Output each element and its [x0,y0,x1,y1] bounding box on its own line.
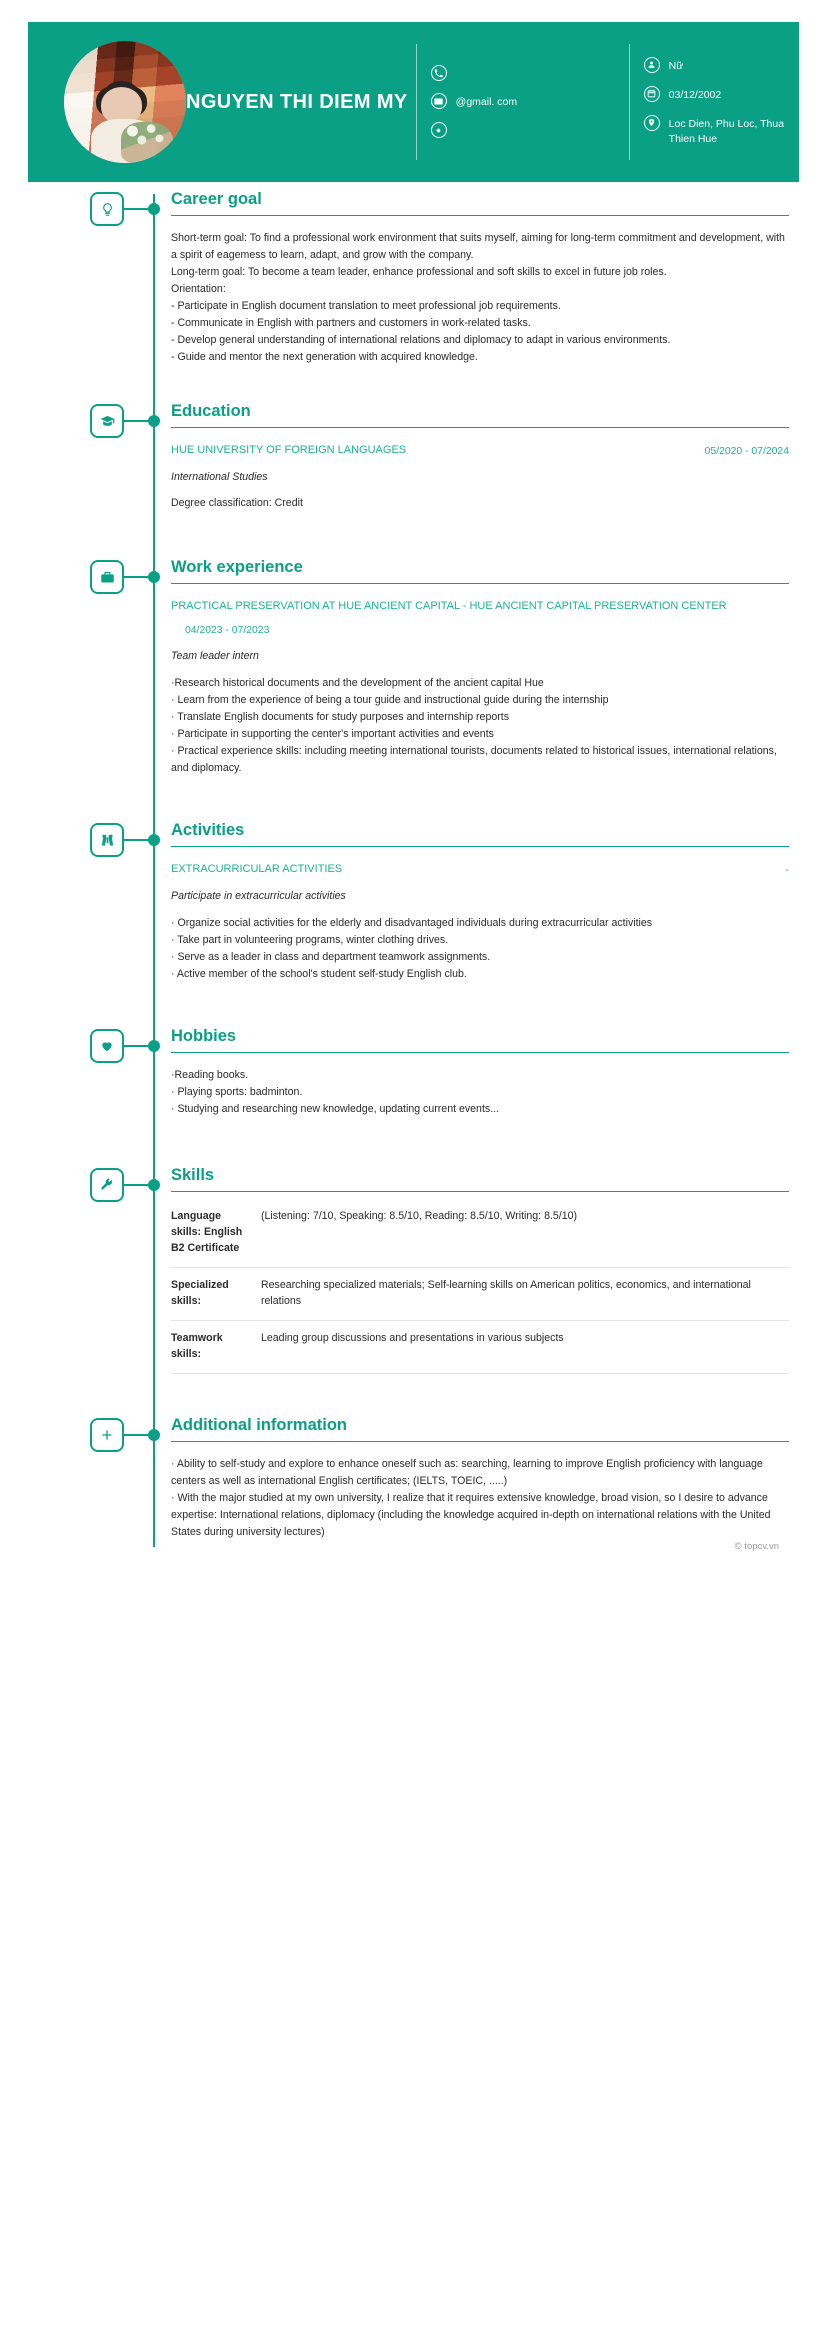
section-content [153,188,799,366]
section-gutter [28,400,153,444]
contact-link[interactable] [431,123,617,138]
career-line: Short-term goal: To find a professional work environment that suits myself, aiming for long-term commitment and development, with a spirit of eagemess to learn, adapt, and grow with the company. [171,232,785,261]
timeline-node [148,834,160,846]
work-bullet: · Translate English documents for study purposes and internship reports [171,711,510,723]
table-row [171,1206,789,1268]
career-line: - Guide and mentor the next generation with acquired knowledge. [171,351,478,363]
heart-icon [90,1029,124,1063]
section-content [153,1164,799,1374]
section-rule [171,1191,789,1192]
activity-bullet: · Take part in volunteering programs, winter clothing drives. [171,934,449,946]
section-gutter [28,819,153,863]
section-skills [28,1164,799,1380]
hobby-line: ·Reading books. [171,1069,249,1081]
candidate-name: NGUYEN THI DIEM MY [186,90,408,113]
contact-gender-value: Nữ [668,59,684,72]
section-career-goal [28,188,799,372]
section-hobbies [28,1025,799,1124]
watermark: © topcv.vn [734,1541,779,1552]
additional-line: · With the major studied at my own university, I realize that it requires extensive knowledge, broad vision, so I desire to advance expertise: International relations, diplomacy (including the knowledge acquired in-depth on international relations with the United States during university lectures) [171,1492,771,1538]
contact-email-value: @gmail. com [455,96,518,108]
section-gutter [28,556,153,600]
work-role: Team leader intern [171,650,259,662]
activity-date: - [785,865,789,876]
section-education [28,400,799,528]
calendar-icon [644,86,660,102]
section-rule [171,1052,789,1053]
avatar-flowers [121,122,172,163]
education-classification: Degree classification: Credit [171,497,303,509]
avatar [64,41,186,163]
section-title: Activities [171,821,245,839]
section-work-experience [28,556,799,793]
career-line: - Develop general understanding of international relations and diplomacy to adapt in various environments. [171,334,671,346]
career-line: - Communicate in English with partners and customers in work-related tasks. [171,317,531,329]
timeline-node [148,1179,160,1191]
binoculars-icon [90,823,124,857]
section-content [153,400,799,522]
activity-entry [171,861,789,983]
entry-head [171,861,789,879]
section-title: Career goal [171,190,262,208]
section-gutter [28,1164,153,1208]
hobby-line: · Studying and researching new knowledge, updating current events... [171,1103,500,1115]
work-bullets [171,675,789,777]
section-rule [171,215,789,216]
work-bullet: · Participate in supporting the center's important activities and events [171,728,494,740]
skill-value: Researching specialized materials; Self-learning skills on American politics, economics, and international relations [257,1268,789,1321]
entry-head [171,442,789,460]
link-icon [431,122,447,138]
section-title: Work experience [171,558,303,576]
section-gutter [28,1414,153,1458]
work-date: 04/2023 - 07/2023 [185,625,270,636]
section-content [153,556,799,787]
activity-role: Participate in extracurricular activities [171,890,346,902]
contact-column-left [417,47,629,157]
section-rule [171,1441,789,1442]
timeline-node [148,1429,160,1441]
education-date: 05/2020 - 07/2024 [704,446,789,457]
activity-title: EXTRACURRICULAR ACTIVITIES [171,863,343,875]
career-line: Long-term goal: To become a team leader, enhance professional and soft skills to excel in future job roles. [171,266,667,278]
table-row [171,1321,789,1374]
work-bullet: ·Research historical documents and the development of the ancient capital Hue [171,677,544,689]
location-icon [644,115,660,131]
career-line: - Participate in English document translation to meet professional job requirements. [171,300,561,312]
contact-column-right [630,47,818,157]
section-title: Hobbies [171,1027,237,1045]
contact-email[interactable] [431,94,617,110]
skill-label: Specialized skills: [171,1268,257,1321]
section-rule [171,427,789,428]
section-rule [171,846,789,847]
hobby-line: · Playing sports: badminton. [171,1086,303,1098]
work-entry [171,598,789,777]
person-icon [644,57,660,73]
cv-header [28,22,799,182]
contact-phone[interactable] [431,66,617,81]
section-gutter [28,1025,153,1069]
work-bullet: · Learn from the experience of being a tour guide and instructional guide during the internship [171,694,609,706]
section-gutter [28,188,153,232]
activity-bullet: · Active member of the school's student self-study English club. [171,968,467,980]
skill-label: Language skills: English B2 Certificate [171,1206,257,1268]
section-content [153,819,799,993]
contact-birthday [644,87,806,103]
cv-body [28,188,799,1552]
wrench-icon [90,1168,124,1202]
skill-label: Teamwork skills: [171,1321,257,1374]
section-title: Skills [171,1166,215,1184]
graduation-cap-icon [90,404,124,438]
activity-bullet: · Organize social activities for the elderly and disadvantaged individuals during extracurricular activities [171,917,653,929]
lightbulb-icon [90,192,124,226]
education-entry [171,442,789,512]
briefcase-icon [90,560,124,594]
plus-icon [90,1418,124,1452]
section-content [153,1414,799,1552]
section-rule [171,583,789,584]
timeline-node [148,1040,160,1052]
education-school: HUE UNIVERSITY OF FOREIGN LANGUAGES [171,444,407,456]
section-activities [28,819,799,999]
timeline-node [148,203,160,215]
contact-birthday-value: 03/12/2002 [668,88,722,101]
additional-line: · Ability to self-study and explore to enhance oneself such as: searching, learning to improve English proficiency with language centers as well as international English certificates; (IELTS, TOEIC, .....) [171,1458,763,1487]
skill-value: (Listening: 7/10, Speaking: 8.5/10, Reading: 8.5/10, Writing: 8.5/10) [257,1206,789,1268]
timeline-node [148,415,160,427]
activity-bullets [171,915,789,983]
work-company: PRACTICAL PRESERVATION AT HUE ANCIENT CAPITAL - HUE ANCIENT CAPITAL PRESERVATION CENTER [171,600,727,612]
contact-address-value: Loc Dien, Phu Loc, Thua Thien Hue [668,117,785,145]
name-block [186,91,416,114]
education-major: International Studies [171,471,268,483]
skill-value: Leading group discussions and presentations in various subjects [257,1321,789,1374]
section-title: Education [171,402,251,420]
phone-icon [431,65,447,81]
work-bullet: · Practical experience skills: including meeting international tourists, documents related to historical issues, international relations, and diplomacy. [171,745,777,774]
contact-address [644,116,806,147]
timeline-node [148,571,160,583]
section-title: Additional information [171,1416,347,1434]
skills-table [171,1206,789,1374]
section-additional-information [28,1414,799,1552]
activity-bullet: · Serve as a leader in class and department teamwork assignments. [171,951,491,963]
table-row [171,1268,789,1321]
section-content [153,1025,799,1118]
career-line: Orientation: [171,283,226,295]
contact-gender [644,58,806,74]
email-icon [431,93,447,109]
